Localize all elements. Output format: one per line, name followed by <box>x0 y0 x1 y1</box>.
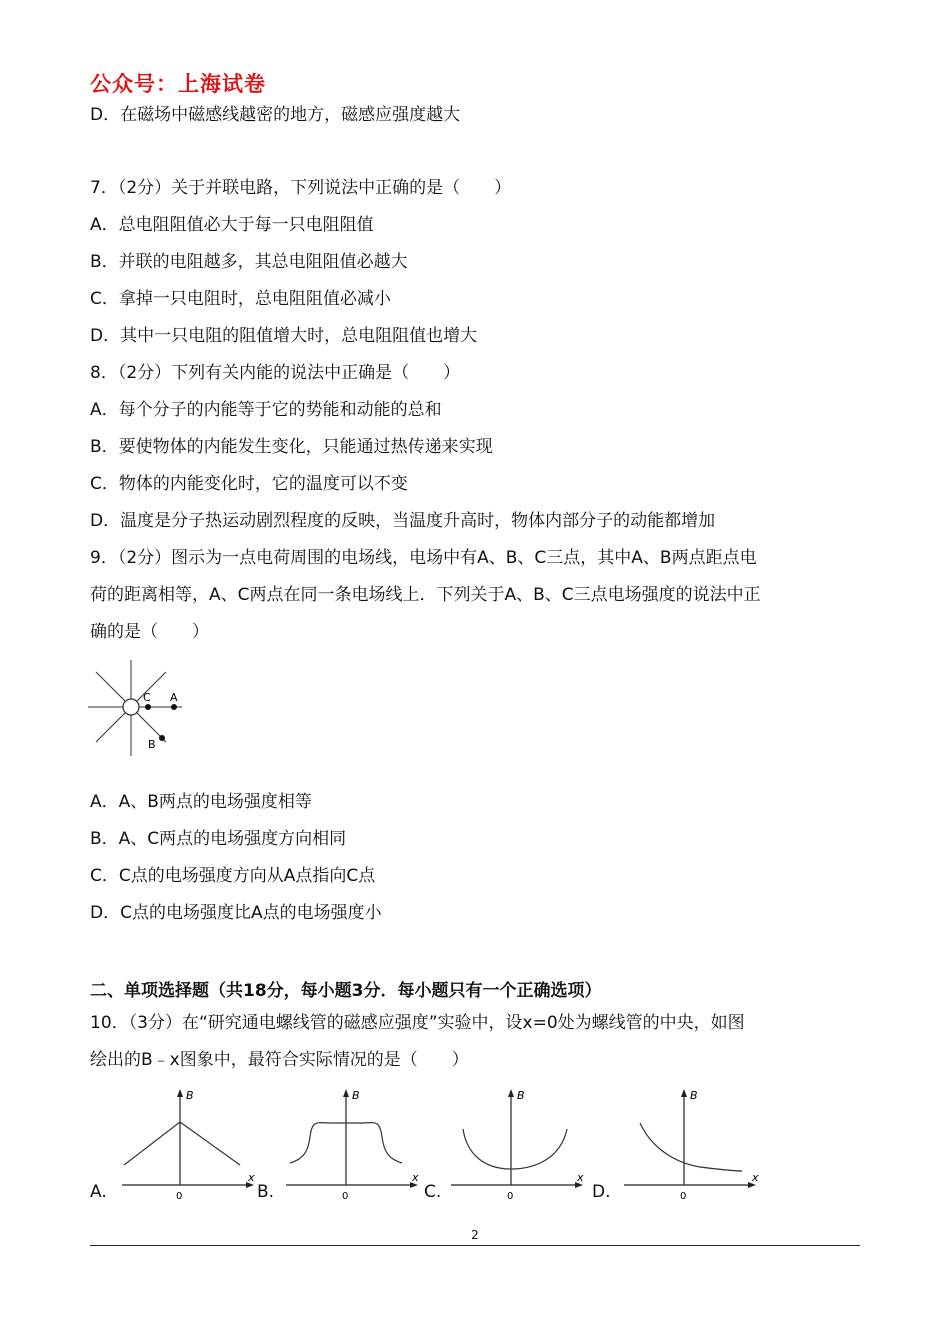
graph-d-xlabel: x <box>752 1171 759 1184</box>
graph-c-xlabel: x <box>577 1171 584 1184</box>
q8-option-c: C．物体的内能变化时，它的温度可以不变 <box>90 474 408 494</box>
graph-c <box>445 1085 595 1207</box>
q8-option-b: B．要使物体的内能发生变化，只能通过热传递来实现 <box>90 437 493 457</box>
footer-divider <box>90 1245 860 1246</box>
page-number: 2 <box>471 1228 479 1242</box>
point-charge <box>123 699 139 715</box>
graph-c-curve <box>463 1129 567 1169</box>
graph-a-curve <box>124 1122 240 1165</box>
graph-a <box>112 1085 262 1207</box>
graph-c-origin: 0 <box>507 1191 514 1202</box>
q9-option-a: A．A、B两点的电场强度相等 <box>90 792 312 812</box>
graph-a-xlabel: x <box>248 1171 255 1184</box>
q8-option-a: A．每个分子的内能等于它的势能和动能的总和 <box>90 400 442 420</box>
q9-option-c: C．C点的电场强度方向从A点指向C点 <box>90 866 376 886</box>
q9-stem-line-2: 荷的距离相等，A、C两点在同一条电场线上．下列关于A、B、C三点电场强度的说法中正 <box>90 585 761 605</box>
graph-d-origin: 0 <box>680 1191 687 1202</box>
graph-d-curve <box>640 1123 742 1171</box>
graph-d <box>616 1085 766 1207</box>
label-c: C <box>143 691 151 704</box>
q10-option-c-label: C. <box>424 1182 442 1202</box>
electric-field-figure <box>88 660 188 760</box>
q9-option-d: D．C点的电场强度比A点的电场强度小 <box>90 903 382 923</box>
graph-a-origin: 0 <box>176 1191 183 1202</box>
graph-d-ylabel: B <box>690 1089 698 1102</box>
section-2-title: 二、单项选择题（共18分，每小题3分．每小题只有一个正确选项） <box>90 981 602 1001</box>
q7-option-a: A．总电阻阻值必大于每一只电阻阻值 <box>90 215 374 235</box>
q9-option-b: B．A、C两点的电场强度方向相同 <box>90 829 347 849</box>
label-b: B <box>148 738 156 751</box>
q8-stem: 8．（2分）下列有关内能的说法中正确是（ ） <box>90 363 461 383</box>
q9-stem-line-1: 9．（2分）图示为一点电荷周围的电场线，电场中有A、B、C三点，其中A、B两点距点电 <box>90 548 757 568</box>
graph-c-ylabel: B <box>517 1089 525 1102</box>
q10-option-a-label: A. <box>90 1182 107 1202</box>
header-title: 公众号：上海试卷 <box>90 72 266 96</box>
point-c-dot <box>145 704 151 710</box>
q9-stem-line-3: 确的是（ ） <box>90 622 209 642</box>
label-a: A <box>170 691 178 704</box>
q7-stem: 7．（2分）关于并联电路，下列说法中正确的是（ ） <box>90 178 512 198</box>
q10-stem-line-2: 绘出的B﹣x图象中，最符合实际情况的是（ ） <box>90 1050 469 1070</box>
point-a-dot <box>171 704 177 710</box>
q10-option-d-label: D. <box>592 1182 611 1202</box>
graph-b-xlabel: x <box>412 1171 419 1184</box>
graph-b <box>278 1085 428 1207</box>
q7-option-c: C．拿掉一只电阻时，总电阻阻值必减小 <box>90 289 391 309</box>
graph-b-ylabel: B <box>352 1089 360 1102</box>
q7-option-d: D．其中一只电阻的阻值增大时，总电阻阻值也增大 <box>90 326 478 346</box>
point-b-dot <box>159 735 165 741</box>
graph-b-origin: 0 <box>342 1191 349 1202</box>
q7-option-b: B．并联的电阻越多，其总电阻阻值必越大 <box>90 252 408 272</box>
graph-a-ylabel: B <box>186 1089 194 1102</box>
q10-option-b-label: B. <box>257 1182 275 1202</box>
q8-option-d: D．温度是分子热运动剧烈程度的反映，当温度升高时，物体内部分子的动能都增加 <box>90 511 716 531</box>
q6-option-d: D．在磁场中磁感线越密的地方，磁感应强度越大 <box>90 105 461 125</box>
q10-stem-line-1: 10．（3分）在“研究通电螺线管的磁感应强度”实验中，设x=0处为螺线管的中央，如图 <box>90 1013 745 1033</box>
